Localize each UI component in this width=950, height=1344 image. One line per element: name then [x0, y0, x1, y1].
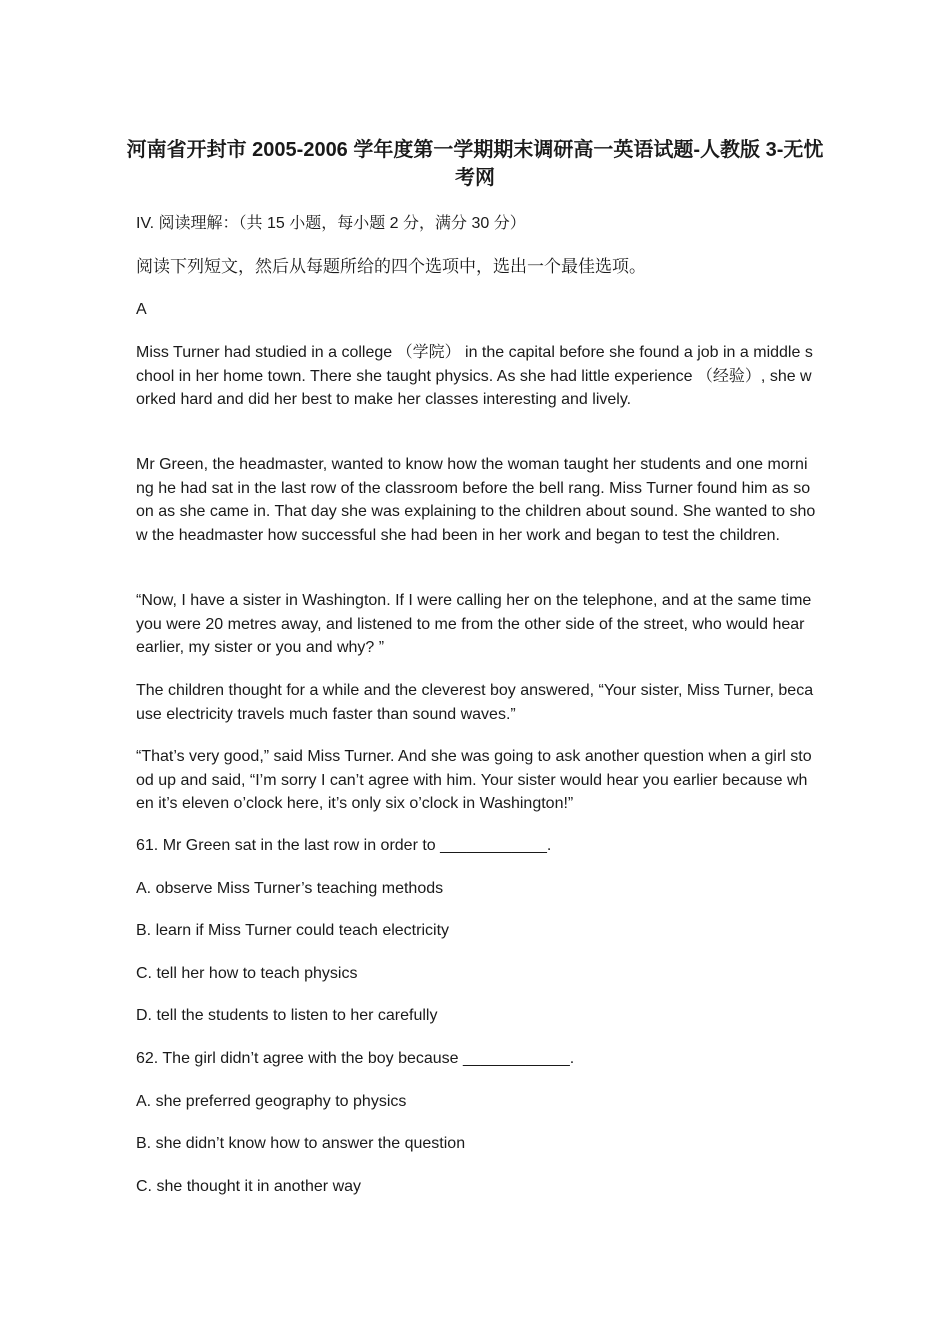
- question-option: B. she didn’t know how to answer the question: [136, 1135, 466, 1152]
- paragraph: “Now, I have a sister in Washington. If I were calling her on the telephone, and at the same time you were 20 metres away, and listened to me from the other side of the street, who would hear earlier, my sister or you and why? ”: [136, 592, 812, 656]
- question-option: B. learn if Miss Turner could teach electricity: [136, 922, 450, 939]
- section-heading: IV. 阅读理解：（共 15 小题，每小题 2 分，满分 30 分）: [136, 215, 526, 232]
- question-stem: 62. The girl didn’t agree with the boy because ____________.: [136, 1050, 575, 1067]
- paragraph: Mr Green, the headmaster, wanted to know how the woman taught her students and one morning he had sat in the last row of the classroom before the bell rang. Miss Turner found him as soon as she came in. That day she was explaining to the children about sound. She wanted to show the headmaster how successful she had been in her work and began to test the children.: [136, 456, 816, 544]
- paragraph: Miss Turner had studied in a college （学院） in the capital before she found a job in a middle school in her home town. There she taught physics. As she had little experience （经验）, she worked hard and did her best to make her classes interesting and lively.: [136, 344, 813, 408]
- question-option: C. tell her how to teach physics: [136, 965, 358, 982]
- question-option: D. tell the students to listen to her carefully: [136, 1007, 438, 1024]
- question-option: A. she preferred geography to physics: [136, 1093, 407, 1110]
- question-stem: 61. Mr Green sat in the last row in order to ____________.: [136, 837, 552, 854]
- question-option: C. she thought it in another way: [136, 1178, 362, 1195]
- instructions: 阅读下列短文，然后从每题所给的四个选项中，选出一个最佳选项。: [136, 257, 646, 276]
- passage-label: A: [136, 301, 147, 318]
- paragraph: “That’s very good,” said Miss Turner. And she was going to ask another question when a girl stood up and said, “I’m sorry I can’t agree with him. Your sister would hear you earlier because when it’s eleven o’clock here, it’s only six o’clock in Washington!”: [136, 748, 812, 812]
- document-title: 河南省开封市 2005-2006 学年度第一学期期末调研高一英语试题-人教版 3-无忧考网: [126, 139, 824, 189]
- question-option: A. observe Miss Turner’s teaching methods: [136, 880, 444, 897]
- paragraph: The children thought for a while and the cleverest boy answered, “Your sister, Miss Turner, because electricity travels much faster than sound waves.”: [136, 682, 814, 723]
